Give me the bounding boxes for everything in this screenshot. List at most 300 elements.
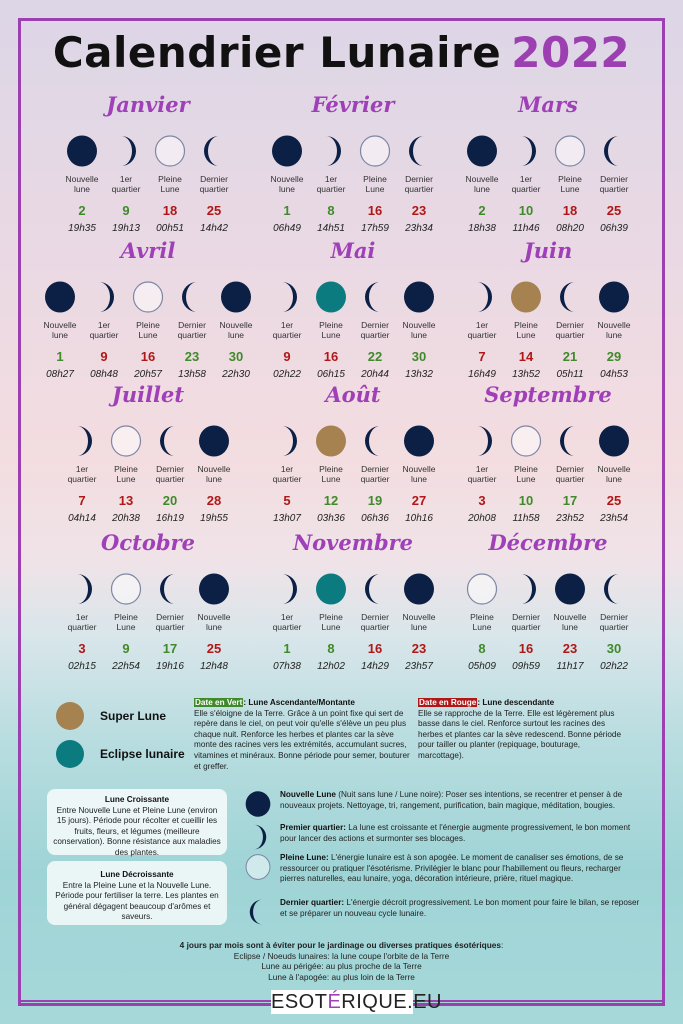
phase-time: 22h54 [112, 661, 140, 672]
last-quarter-icon [175, 280, 209, 314]
phase-label: Pleine Lune [363, 174, 387, 194]
last-quarter-icon [358, 572, 392, 606]
footer-line: Lune à l'apogée: au plus loin de la Terre [268, 971, 415, 982]
red-tag: Date en Rouge [419, 698, 477, 707]
phase-time: 08h27 [46, 369, 74, 380]
phase-day: 3 [78, 641, 86, 656]
phase-day: 16 [367, 641, 383, 656]
month-name: Juillet [111, 382, 185, 407]
phase-description [244, 898, 644, 926]
phase-label: Nouvelle lune [402, 320, 436, 340]
phase-item [463, 280, 501, 380]
phase-label: 1er quartier [272, 320, 302, 340]
phase-label: Dernier quartier [155, 464, 185, 484]
first-quarter-icon [109, 134, 143, 168]
new-moon-icon [65, 134, 99, 168]
phase-day: 30 [606, 641, 622, 656]
phase-item [268, 280, 306, 380]
phase-day: 23 [411, 641, 427, 656]
phase-label: Dernier quartier [360, 464, 390, 484]
phase-label: Dernier quartier [404, 174, 434, 194]
last-quarter-icon [153, 572, 187, 606]
phase-item [268, 134, 306, 234]
first-quarter-icon [270, 424, 304, 458]
phase-time: 23h54 [600, 513, 628, 524]
phase-time: 00h51 [156, 223, 184, 234]
phase-day: 8 [327, 203, 335, 218]
phase-day: 23 [184, 349, 200, 364]
phase-time: 07h38 [273, 661, 301, 672]
phase-desc-text: L'énergie lunaire est à son apogée. Le moment de canaliser ses émotions, de se ressourcer ou pratiquer l'ésotérisme. Privilégier le blanc pour l'habillement ou fleurs, recharger pierres naturelles, eau lunaire, yoga, décoration intérieure, prière, rituel magique. [280, 853, 624, 884]
phase-time: 16h49 [468, 369, 496, 380]
phase-day: 1 [56, 349, 64, 364]
phase-label: Dernier quartier [177, 320, 207, 340]
phase-label: Pleine Lune [470, 612, 494, 632]
phase-time: 13h52 [512, 369, 540, 380]
phase-item [400, 134, 438, 234]
phase-item [551, 424, 589, 524]
box-text: Entre Nouvelle Lune et Pleine Lune (environ 15 jours). Période pour récolter et cueillir les fruits, fleurs, et légumes (meilleure conservation). Bonne résistance aux maladies des plantes. [53, 805, 221, 857]
month-11 [443, 530, 653, 672]
phase-list [248, 424, 458, 524]
lune-croissante-box [47, 789, 227, 855]
phase-day: 27 [411, 493, 427, 508]
title-year: 2022 [511, 28, 631, 77]
legend-label: Eclipse lunaire [100, 747, 185, 761]
phase-desc-text: La lune est croissante et l'énergie augmente progressivement, le bon moment pour lancer des actions et surmonter ses blocages. [280, 823, 631, 843]
phase-label: 1er quartier [272, 464, 302, 484]
phase-item [595, 280, 633, 380]
phase-item [400, 572, 438, 672]
phase-time: 23h57 [405, 661, 433, 672]
new-moon-icon [402, 424, 436, 458]
phase-item [195, 424, 233, 524]
phase-item [151, 424, 189, 524]
phase-item [268, 572, 306, 672]
new-moon-icon [465, 134, 499, 168]
phase-label: Dernier quartier [360, 320, 390, 340]
phase-list [43, 424, 253, 524]
phase-time: 20h38 [112, 513, 140, 524]
phase-time: 13h07 [273, 513, 301, 524]
month-name: Avril [120, 238, 176, 263]
phase-label: Pleine Lune [158, 174, 182, 194]
phase-day: 18 [162, 203, 178, 218]
phase-time: 11h58 [512, 513, 540, 524]
phase-time: 02h22 [600, 661, 628, 672]
phase-time: 13h32 [405, 369, 433, 380]
phase-label: Nouvelle lune [465, 174, 499, 194]
month-8 [443, 382, 653, 524]
month-name: Août [325, 382, 381, 407]
phase-label: Pleine Lune [319, 320, 343, 340]
phase-time: 09h59 [512, 661, 540, 672]
phase-desc-title: Premier quartier: [280, 823, 346, 832]
phase-label: 1er quartier [67, 612, 97, 632]
phase-item [151, 572, 189, 672]
phase-item [463, 572, 501, 672]
phase-description [244, 790, 644, 818]
phase-item [595, 424, 633, 524]
phase-time: 08h48 [90, 369, 118, 380]
phase-time: 22h30 [222, 369, 250, 380]
phase-item [356, 134, 394, 234]
month-6 [43, 382, 253, 524]
phase-list [248, 134, 458, 234]
phase-label: Pleine Lune [319, 464, 343, 484]
phase-day: 13 [118, 493, 134, 508]
footer-notes [0, 940, 683, 982]
month-name: Septembre [484, 382, 612, 407]
phase-day: 18 [562, 203, 578, 218]
full-moon-icon [509, 424, 543, 458]
phase-list [248, 280, 458, 380]
phase-day: 28 [206, 493, 222, 508]
phase-label: Nouvelle lune [597, 464, 631, 484]
phase-time: 06h15 [317, 369, 345, 380]
phase-item [507, 572, 545, 672]
last-quarter-icon [553, 280, 587, 314]
full-moon-icon [553, 134, 587, 168]
phase-list [43, 280, 253, 380]
phase-day: 21 [562, 349, 578, 364]
phase-time: 18h38 [468, 223, 496, 234]
new-moon-icon [597, 280, 631, 314]
phase-label: 1er quartier [467, 464, 497, 484]
last-quarter-icon [597, 572, 631, 606]
month-name: Octobre [101, 530, 195, 555]
month-name: Janvier [106, 92, 190, 117]
phase-label: Dernier quartier [599, 174, 629, 194]
legend-eclipse [56, 740, 185, 768]
phase-day: 9 [122, 203, 130, 218]
phase-day: 16 [140, 349, 156, 364]
new-moon-icon [270, 134, 304, 168]
phase-label: Dernier quartier [555, 320, 585, 340]
phase-day: 8 [327, 641, 335, 656]
month-name: Février [311, 92, 395, 117]
phase-label: Nouvelle lune [553, 612, 587, 632]
phase-time: 03h36 [317, 513, 345, 524]
phase-label: Pleine Lune [319, 612, 343, 632]
phase-time: 04h14 [68, 513, 96, 524]
phase-label: 1er quartier [467, 320, 497, 340]
phase-day: 19 [367, 493, 383, 508]
footer-line: Eclipse / Noeuds lunaires: la lune coupe l'orbite de la Terre [233, 950, 450, 961]
box-title: Lune Décroissante [100, 870, 174, 879]
month-name: Mai [330, 238, 376, 263]
phase-time: 11h17 [556, 661, 584, 672]
phase-time: 20h57 [134, 369, 162, 380]
phase-label: 1er quartier [272, 612, 302, 632]
phase-list [248, 572, 458, 672]
phase-item [400, 280, 438, 380]
box-text: Entre la Pleine Lune et la Nouvelle Lune. Période pour fertiliser la terre. Les plantes en général dégagent beaucoup d'arômes et saveurs. [55, 880, 219, 921]
new-moon-icon [402, 280, 436, 314]
phase-day: 7 [78, 493, 86, 508]
phase-day: 10 [518, 203, 534, 218]
phase-label: Pleine Lune [514, 320, 538, 340]
note-title: : Lune descendante [477, 698, 555, 707]
logo-text: É [327, 991, 342, 1013]
phase-time: 06h39 [600, 223, 628, 234]
phase-list [43, 572, 253, 672]
phase-day: 12 [323, 493, 339, 508]
phase-item [195, 572, 233, 672]
phase-day: 23 [562, 641, 578, 656]
lune-decroissante-box [47, 861, 227, 925]
first-quarter-icon [270, 280, 304, 314]
phase-day: 9 [100, 349, 108, 364]
first-quarter-icon [314, 134, 348, 168]
phase-item [551, 280, 589, 380]
phase-item [312, 572, 350, 672]
phase-label: 1er quartier [316, 174, 346, 194]
phase-item [356, 280, 394, 380]
phase-time: 05h09 [468, 661, 496, 672]
first-quarter-icon [509, 134, 543, 168]
first-quarter-icon [65, 424, 99, 458]
phase-list [443, 424, 653, 524]
phase-time: 02h15 [68, 661, 96, 672]
new-moon-icon [402, 572, 436, 606]
last-quarter-icon [358, 280, 392, 314]
phase-time: 20h08 [468, 513, 496, 524]
full-moon-icon [153, 134, 187, 168]
full-moon-icon [244, 853, 272, 881]
page-title [0, 28, 683, 77]
phase-time: 23h52 [556, 513, 584, 524]
phase-time: 23h34 [405, 223, 433, 234]
month-name: Mars [518, 92, 578, 117]
legend-super-lune [56, 702, 166, 730]
phase-item [551, 134, 589, 234]
phase-label: Nouvelle lune [270, 174, 304, 194]
phase-day: 25 [206, 203, 222, 218]
month-5 [443, 238, 653, 380]
phase-day: 3 [478, 493, 486, 508]
phase-day: 5 [283, 493, 291, 508]
first-quarter-icon [465, 424, 499, 458]
phase-label: Pleine Lune [136, 320, 160, 340]
eclipse-moon-icon [314, 280, 348, 314]
phase-day: 14 [518, 349, 534, 364]
first-quarter-icon [509, 572, 543, 606]
phase-item [107, 572, 145, 672]
site-logo[interactable] [271, 990, 442, 1014]
first-quarter-icon [465, 280, 499, 314]
phase-item [41, 280, 79, 380]
phase-item [507, 134, 545, 234]
phase-item [63, 424, 101, 524]
phase-desc-text: (Nuit sans lune / Lune noire): Poser ses intentions, se recentrer et penser à de nouveaux projets. Nettoyage, tri, rangement, purification, bain magique, méditation, bougies. [280, 790, 623, 810]
phase-desc-text: L'énergie décroit progressivement. Le bon moment pour faire le bilan, se reposer et se préparer un nouveau cycle lunaire. [280, 898, 640, 918]
phase-label: Dernier quartier [155, 612, 185, 632]
phase-day: 30 [228, 349, 244, 364]
phase-item [463, 134, 501, 234]
first-quarter-icon [270, 572, 304, 606]
phase-label: Pleine Lune [114, 612, 138, 632]
phase-label: 1er quartier [89, 320, 119, 340]
first-quarter-icon [65, 572, 99, 606]
phase-day: 16 [367, 203, 383, 218]
footer-colon: : [501, 940, 504, 950]
green-date-note [194, 698, 412, 772]
phase-time: 04h53 [600, 369, 628, 380]
phase-item [595, 134, 633, 234]
phase-label: Nouvelle lune [197, 464, 231, 484]
last-quarter-icon [358, 424, 392, 458]
phase-time: 14h29 [361, 661, 389, 672]
phase-day: 16 [518, 641, 534, 656]
phase-label: Dernier quartier [360, 612, 390, 632]
phase-day: 22 [367, 349, 383, 364]
phase-label: Nouvelle lune [597, 320, 631, 340]
phase-description [244, 853, 644, 885]
phase-item [129, 280, 167, 380]
phase-item [595, 572, 633, 672]
phase-item [507, 280, 545, 380]
phase-desc-title: Dernier quartier: [280, 898, 345, 907]
phase-item [107, 134, 145, 234]
phase-item [356, 572, 394, 672]
phase-list [43, 134, 253, 234]
phase-desc-title: Pleine Lune: [280, 853, 329, 862]
full-moon-icon [109, 424, 143, 458]
last-quarter-icon [197, 134, 231, 168]
month-name: Juin [523, 238, 573, 263]
phase-day: 16 [323, 349, 339, 364]
phase-time: 14h42 [200, 223, 228, 234]
last-quarter-icon [153, 424, 187, 458]
phase-day: 7 [478, 349, 486, 364]
phase-item [463, 424, 501, 524]
new-moon-icon [197, 424, 231, 458]
phase-time: 05h11 [556, 369, 584, 380]
last-quarter-icon [244, 898, 272, 926]
month-1 [248, 92, 458, 234]
phase-time: 16h19 [156, 513, 184, 524]
phase-time: 19h35 [68, 223, 96, 234]
phase-day: 29 [606, 349, 622, 364]
phase-day: 9 [122, 641, 130, 656]
phase-label: Pleine Lune [514, 464, 538, 484]
phase-item [312, 134, 350, 234]
phase-item [312, 280, 350, 380]
phase-label: Nouvelle lune [65, 174, 99, 194]
phase-day: 2 [478, 203, 486, 218]
phase-label: Nouvelle lune [402, 464, 436, 484]
super-moon-icon [56, 702, 84, 730]
phase-item [312, 424, 350, 524]
phase-item [85, 280, 123, 380]
month-10 [248, 530, 458, 672]
phase-time: 11h46 [512, 223, 540, 234]
phase-day: 17 [562, 493, 578, 508]
month-3 [43, 238, 253, 380]
phase-list [443, 280, 653, 380]
first-quarter-icon [244, 823, 272, 851]
full-moon-icon [109, 572, 143, 606]
phase-day: 17 [162, 641, 178, 656]
phase-time: 19h13 [112, 223, 140, 234]
super-moon-icon [509, 280, 543, 314]
month-9 [43, 530, 253, 672]
phase-label: Dernier quartier [199, 174, 229, 194]
box-title: Lune Croissante [104, 795, 170, 804]
phase-day: 25 [206, 641, 222, 656]
phase-label: Nouvelle lune [402, 612, 436, 632]
phase-time: 08h20 [556, 223, 584, 234]
new-moon-icon [597, 424, 631, 458]
green-tag: Date en Vert [195, 698, 243, 707]
phase-item [107, 424, 145, 524]
phase-label: Nouvelle lune [197, 612, 231, 632]
phase-day: 20 [162, 493, 178, 508]
red-date-note [418, 698, 628, 762]
eclipse-moon-icon [56, 740, 84, 768]
note-text: Elle s'éloigne de la Terre. Grâce à un point fixe qui sert de repère dans le ciel, on peut voir qu'elle s'élève un peu plus chaque nuit. Renforce les herbes et plantes car la sève monte des racines vers les extrémités, accumulant sucres, vitamines et minéraux. Bonne période pour semer, bouturer et greffer. [194, 708, 410, 771]
phase-label: Nouvelle lune [43, 320, 77, 340]
phase-label: Pleine Lune [558, 174, 582, 194]
note-text: Elle se rapproche de la Terre. Elle est légèrement plus basse dans le ciel. Renforce surtout les racines des herbes et plantes car la sève redescend. Bonne période pour tailler ou planter (repiquage, bouturage, marcottage). [418, 708, 622, 760]
title-text: Calendrier Lunaire [52, 28, 502, 77]
phase-label: Dernier quartier [511, 612, 541, 632]
phase-time: 06h49 [273, 223, 301, 234]
phase-day: 30 [411, 349, 427, 364]
new-moon-icon [43, 280, 77, 314]
month-4 [248, 238, 458, 380]
last-quarter-icon [597, 134, 631, 168]
phase-time: 17h59 [361, 223, 389, 234]
logo-text: ESOT [271, 991, 328, 1013]
full-moon-icon [465, 572, 499, 606]
phase-item [173, 280, 211, 380]
first-quarter-icon [87, 280, 121, 314]
last-quarter-icon [553, 424, 587, 458]
phase-day: 25 [606, 493, 622, 508]
phase-time: 19h55 [200, 513, 228, 524]
legend-label: Super Lune [100, 709, 167, 723]
phase-item [400, 424, 438, 524]
phase-time: 06h36 [361, 513, 389, 524]
phase-time: 12h02 [317, 661, 345, 672]
month-name: Décembre [488, 530, 608, 555]
phase-label: Pleine Lune [114, 464, 138, 484]
eclipse-moon-icon [314, 572, 348, 606]
phase-day: 9 [283, 349, 291, 364]
new-moon-icon [197, 572, 231, 606]
full-moon-icon [131, 280, 165, 314]
phase-day: 23 [411, 203, 427, 218]
phase-description [244, 823, 644, 851]
phase-item [507, 424, 545, 524]
phase-item [63, 134, 101, 234]
phase-time: 10h16 [405, 513, 433, 524]
phase-label: Dernier quartier [599, 612, 629, 632]
logo-text: RIQUE.EU [341, 991, 442, 1013]
phase-label: Dernier quartier [555, 464, 585, 484]
full-moon-icon [358, 134, 392, 168]
month-7 [248, 382, 458, 524]
phase-time: 02h22 [273, 369, 301, 380]
footer-line: Lune au périgée: au plus proche de la Terre [261, 961, 422, 971]
month-name: Novembre [292, 530, 414, 555]
phase-label: 1er quartier [67, 464, 97, 484]
note-title: : Lune Ascendante/Montante [243, 698, 355, 707]
phase-day: 8 [478, 641, 486, 656]
last-quarter-icon [402, 134, 436, 168]
